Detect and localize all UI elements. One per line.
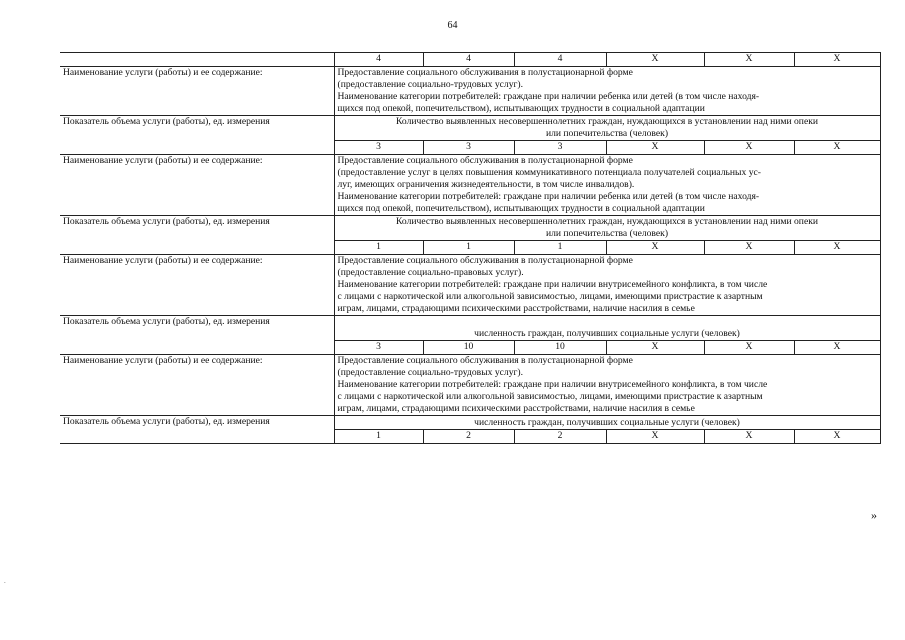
value-cell: 10 [514,341,606,355]
description-line: (предоставление услуг в целях повышения коммуникативного потенциала получателей социальных ус- [337,167,761,178]
description-line: Наименование категории потребителей: граждане при наличии внутрисемейного конфликта, в том числе [337,379,768,390]
service-row [60,155,880,216]
value-cell: 4 [514,53,606,67]
indicator-label: Показатель объема услуги (работы), ед. измерения [60,416,334,444]
value-cell: Х [606,141,704,155]
indicator-row [60,216,880,241]
value-cell: Х [794,341,880,355]
service-description [334,155,880,216]
value-cell: 4 [423,53,514,67]
measure-unit [334,316,880,341]
description-line: Предоставление социального обслуживания в полустационарной форме [337,355,633,366]
measure-line: численность граждан, получивших социальные услуги (человек) [474,328,740,339]
description-line: (предоставление социально-трудовых услуг). [337,367,524,378]
value-cell: 2 [514,430,606,444]
value-cell: Х [606,430,704,444]
indicator-label: Показатель объема услуги (работы), ед. измерения [60,216,334,255]
description-line: Наименование категории потребителей: граждане при наличии внутрисемейного конфликта, в том числе [337,279,768,290]
page-number: 64 [447,20,458,31]
service-label: Наименование услуги (работы) и ее содержание: [60,355,334,416]
value-cell: 3 [334,341,423,355]
service-label: Наименование услуги (работы) и ее содержание: [60,255,334,316]
indicator-label: Показатель объема услуги (работы), ед. измерения [60,316,334,355]
value-cell: Х [704,430,794,444]
indicator-label: Показатель объема услуги (работы), ед. измерения [60,116,334,155]
value-cell: Х [704,141,794,155]
indicator-row [60,316,880,341]
description-line: щихся под опекой, попечительством), испытывающих трудности в социальной адаптации [337,203,705,214]
value-cell: Х [794,141,880,155]
description-line: Предоставление социального обслуживания в полустационарной форме [337,67,633,78]
closing-quote-mark: » [871,508,877,522]
indicator-row [60,416,880,430]
value-cell: Х [606,53,704,67]
description-line: с лицами с наркотической или алкогольной зависимостью, лицами, имеющими пристрастие к азартным [337,291,763,302]
value-cell: Х [794,430,880,444]
value-cell: 2 [423,430,514,444]
value-cell: 1 [514,241,606,255]
value-cell: 3 [334,141,423,155]
value-cell: 3 [423,141,514,155]
value-cell: 10 [423,341,514,355]
measure-line: или попечительства (человек) [545,228,669,239]
value-cell: Х [606,341,704,355]
service-description [334,67,880,116]
service-table [60,52,881,444]
description-line: (предоставление социально-правовых услуг). [337,267,524,278]
value-cell: Х [794,241,880,255]
service-description [334,255,880,316]
measure-unit [334,416,880,430]
value-cell: 1 [334,430,423,444]
description-line: (предоставление социально-трудовых услуг). [337,79,524,90]
value-cell: 4 [334,53,423,67]
description-line: играм, лицами, страдающими психическими расстройствами, наличие насилия в семье [337,403,695,414]
description-line: луг, имеющих ограничения жизнедеятельности, в том числе инвалидов). [337,179,635,190]
service-row [60,255,880,316]
description-line: Предоставление социального обслуживания в полустационарной форме [337,255,633,266]
values-row [60,53,880,67]
value-cell: 1 [334,241,423,255]
description-line: играм, лицами, страдающими психическими расстройствами, наличие насилия в семье [337,303,695,314]
indicator-row [60,116,880,141]
value-cell: Х [794,53,880,67]
measure-line: численность граждан, получивших социальные услуги (человек) [474,417,740,428]
description-line: с лицами с наркотической или алкогольной зависимостью, лицами, имеющими пристрастие к азартным [337,391,763,402]
measure-unit [334,116,880,141]
margin-mark: . [4,577,6,585]
description-line: Наименование категории потребителей: граждане при наличии ребенка или детей (в том числе находя- [337,191,760,202]
value-cell: Х [704,241,794,255]
service-description [334,355,880,416]
description-line: Наименование категории потребителей: граждане при наличии ребенка или детей (в том числе находя- [337,91,760,102]
measure-line: или попечительства (человек) [545,128,669,139]
measure-line: Количество выявленных несовершеннолетних граждан, нуждающихся в установлении над ними опеки [396,116,818,127]
service-label: Наименование услуги (работы) и ее содержание: [60,67,334,116]
service-row [60,355,880,416]
description-line: Предоставление социального обслуживания в полустационарной форме [337,155,633,166]
description-line: щихся под опекой, попечительством), испытывающих трудности в социальной адаптации [337,103,705,114]
service-row [60,67,880,116]
measure-unit [334,216,880,241]
value-cell: 1 [423,241,514,255]
measure-line: Количество выявленных несовершеннолетних граждан, нуждающихся в установлении над ними опеки [396,216,818,227]
service-label: Наименование услуги (работы) и ее содержание: [60,155,334,216]
value-cell: Х [704,53,794,67]
value-cell: Х [606,241,704,255]
row-label-empty [60,53,334,67]
value-cell: Х [704,341,794,355]
value-cell: 3 [514,141,606,155]
